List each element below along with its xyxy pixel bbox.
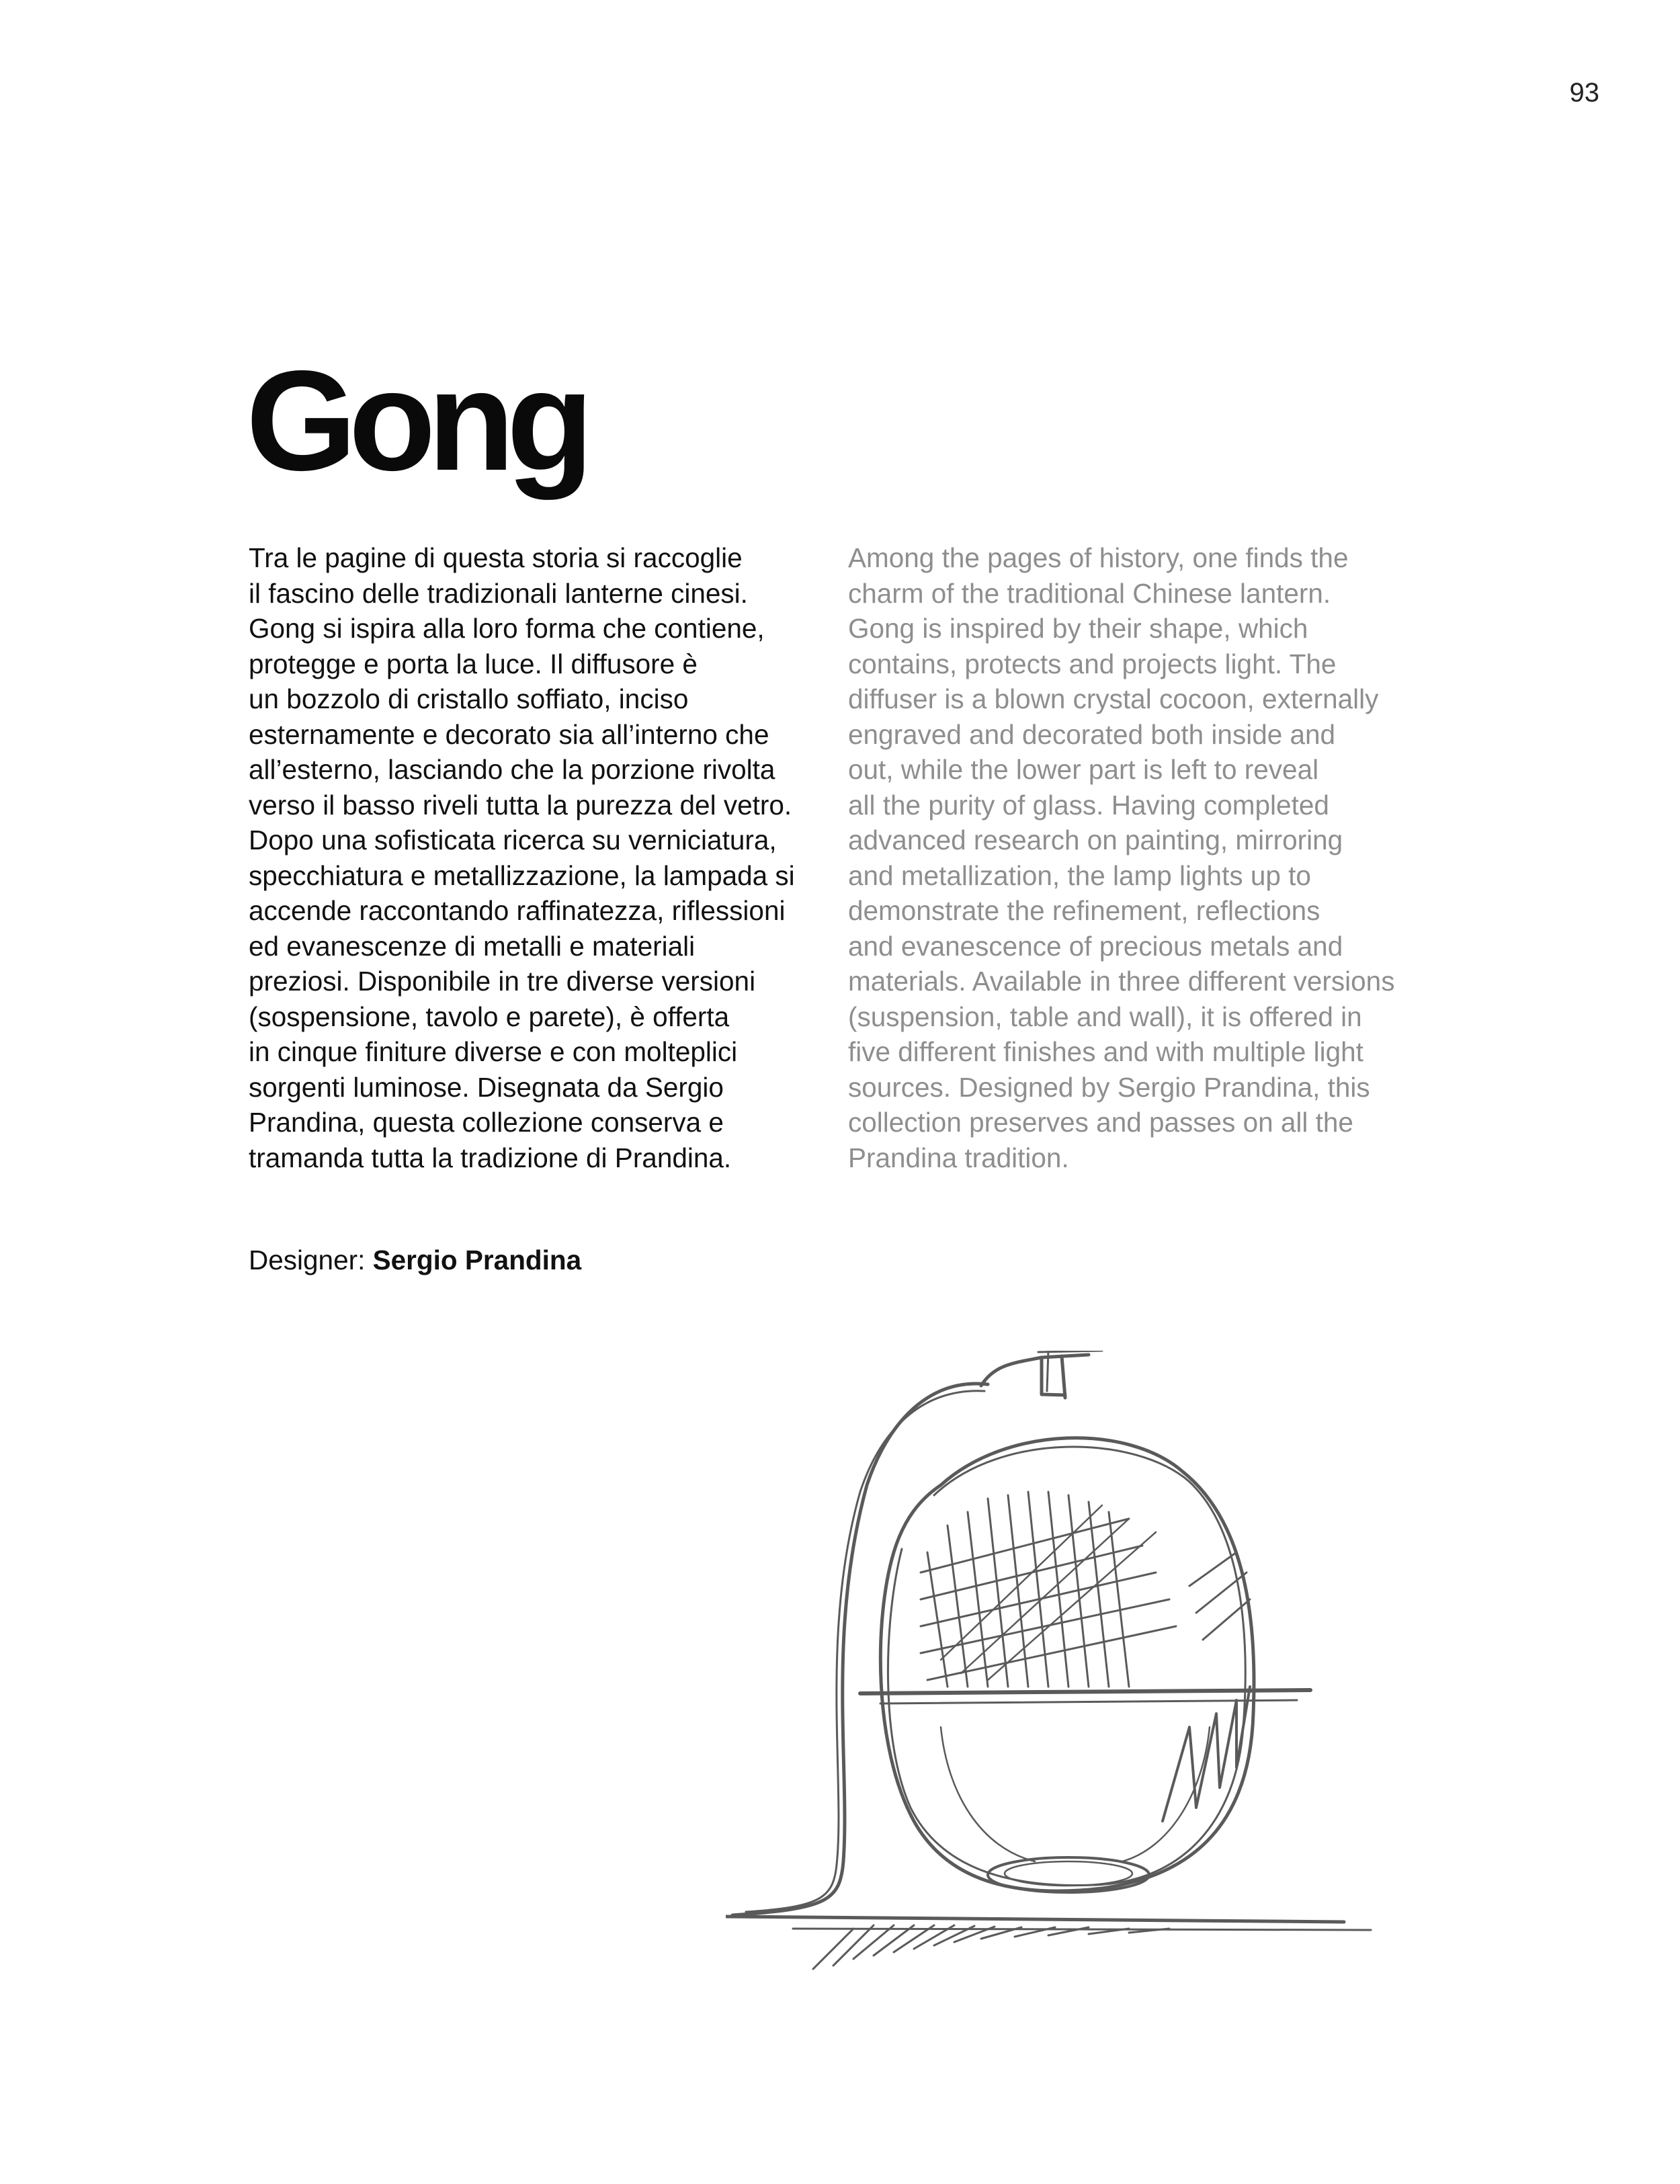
- sketch-glass: [941, 1727, 1035, 1861]
- description-line: contains, protects and projects light. The: [848, 648, 1337, 679]
- description-line: advanced research on painting, mirroring: [848, 825, 1343, 855]
- description-line: five different finishes and with multiple light: [848, 1036, 1363, 1067]
- designer-name: Sergio Prandina: [372, 1245, 582, 1275]
- description-line: Dopo una sofisticata ricerca su verniciatura,: [249, 825, 777, 855]
- designer-label: Designer:: [249, 1245, 366, 1275]
- description-line: ed evanescenze di metalli e materiali: [249, 930, 696, 962]
- description-line: and evanescence of precious metals and: [848, 930, 1343, 962]
- description-line: Prandina tradition.: [848, 1142, 1069, 1173]
- description-line: charm of the traditional Chinese lantern.: [848, 577, 1331, 609]
- description-line: protegge e porta la luce. Il diffusore è: [249, 648, 698, 679]
- product-title: Gong: [246, 341, 586, 500]
- description-line: demonstrate the refinement, reflections: [848, 895, 1320, 926]
- description-line: accende raccontando raffinatezza, riflessioni: [249, 895, 786, 926]
- description-line: all’esterno, lasciando che la porzione rivolta: [249, 754, 775, 785]
- description-line: in cinque finiture diverse e con molteplici: [249, 1036, 738, 1067]
- page-number: 93: [1569, 78, 1599, 108]
- description-line: Among the pages of history, one finds the: [848, 542, 1349, 573]
- description-line: all the purity of glass. Having completed: [848, 789, 1329, 821]
- sketch-band: [880, 1700, 1297, 1704]
- description-line: Prandina, questa collezione conserva e: [249, 1107, 724, 1138]
- sketch-diffuser: [880, 1438, 1254, 1891]
- description-line: (suspension, table and wall), it is offered in: [848, 1001, 1362, 1032]
- description-line: Gong si ispira alla loro forma che contiene,: [249, 613, 765, 644]
- lamp-sketch: [726, 1351, 1384, 1996]
- sketch-base: [988, 1857, 1149, 1892]
- description-line: sorgenti luminose. Disegnata da Sergio: [249, 1071, 724, 1103]
- description-line: il fascino delle tradizionali lanterne cinesi.: [249, 577, 748, 609]
- sketch-ground: [726, 1917, 1344, 1922]
- sketch-cord: [732, 1384, 988, 1915]
- description-line: specchiatura e metallizzazione, la lampada si: [249, 859, 795, 891]
- description-line: and metallization, the lamp lights up to: [848, 859, 1311, 891]
- sketch-base: [1005, 1861, 1132, 1886]
- description-line: Tra le pagine di questa storia si raccoglie: [249, 542, 743, 573]
- description-line: esternamente e decorato sia all’interno che: [249, 718, 769, 750]
- description-line: engraved and decorated both inside and: [848, 718, 1336, 750]
- description-english: [848, 540, 1426, 1175]
- sketch-hook: [981, 1355, 1089, 1398]
- description-line: un bozzolo di cristallo soffiato, inciso: [249, 683, 689, 714]
- description-line: verso il basso riveli tutta la purezza del vetro.: [249, 789, 792, 821]
- sketch-hatching: [921, 1519, 1176, 1680]
- sketch-band: [860, 1690, 1310, 1693]
- sketch-glass: [1122, 1727, 1210, 1861]
- description-line: (sospensione, tavolo e parete), è offerta: [249, 1001, 730, 1032]
- description-line: diffuser is a blown crystal cocoon, externally: [848, 683, 1379, 714]
- description-line: collection preserves and passes on all the: [848, 1107, 1353, 1138]
- description-line: out, while the lower part is left to reveal: [848, 754, 1319, 785]
- description-line: materials. Available in three different versions: [848, 966, 1395, 997]
- description-italian: [249, 540, 827, 1175]
- description-line: tramanda tutta la tradizione di Prandina.: [249, 1142, 732, 1173]
- description-line: sources. Designed by Sergio Prandina, this: [848, 1071, 1370, 1103]
- sketch-ground-hatching: [813, 1925, 1169, 1969]
- designer-credit: [249, 1245, 581, 1276]
- description-line: preziosi. Disponibile in tre diverse versioni: [249, 966, 756, 997]
- description-line: Gong is inspired by their shape, which: [848, 613, 1308, 644]
